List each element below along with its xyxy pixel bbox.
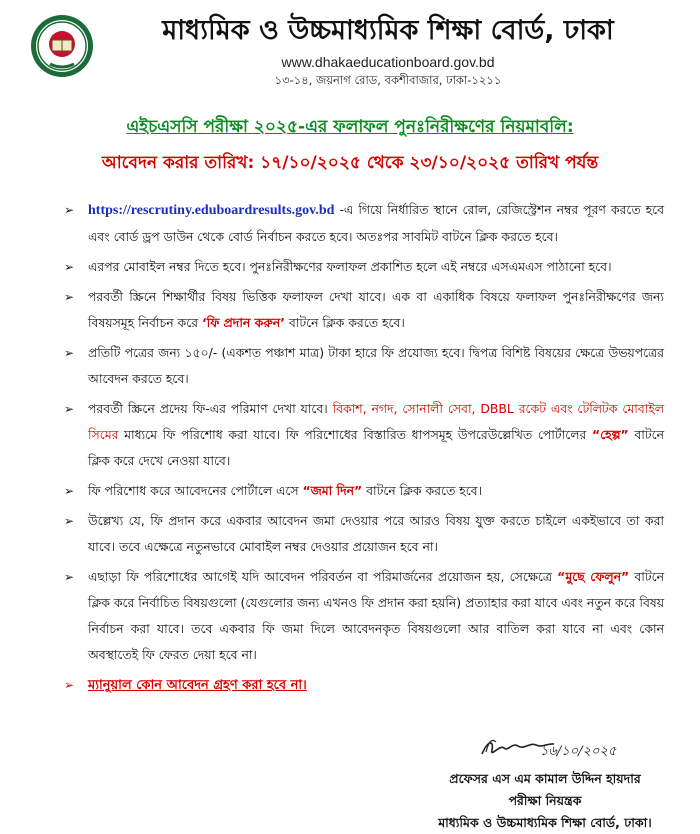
arrow-bullet-icon: ➢: [64, 260, 75, 274]
item-text: এছাড়া ফি পরিশোধের আগেই যদি আবেদন পরিবর্তন বা পরিমার্জনের প্রয়োজন হয়, সেক্ষেত্রে: [88, 569, 558, 584]
item-text: এরপর মোবাইল নম্বর দিতে হবে। পুনঃনিরীক্ষণের ফলাফল প্রকাশিত হলে এই নম্বরে এসএমএস পাঠানো হবে।: [88, 259, 612, 274]
list-item: [64, 396, 664, 474]
signatory-organization: মাধ্যমিক ও উচ্চমাধ্যমিক শিক্ষা বোর্ড, ঢাকা।: [438, 815, 652, 830]
rules-list: [64, 197, 664, 703]
board-seal-icon: [30, 14, 94, 78]
list-item: [64, 508, 664, 560]
manual-application-notice: ম্যানুয়াল কোন আবেদন গ্রহণ করা হবে না।: [88, 678, 307, 693]
item-text: উল্লেখ্য যে, ফি প্রদান করে একবার আবেদন জমা দেওয়ার পরে আরও বিষয় যুক্ত করতে চাইলে একইভাবে তা করা যাবে। তবে এক্ষেত্রে নতুনভাবে মোবাইল নম্বর দেওয়ার প্রয়োজন হবে না।: [88, 513, 664, 554]
item-text: -এ গিয়ে নির্ধারিত স্থানে রোল, রেজিস্ট্রেশন নম্বর পূরণ করতে হবে এবং বোর্ড ড্রপ ডাউন থেকে বোর্ড নির্বাচন করতে হবে। অতঃপর সাবমিট বাটনে ক্লিক করতে হবে।: [88, 202, 664, 244]
arrow-bullet-icon: ➢: [64, 484, 75, 498]
arrow-bullet-icon: ➢: [64, 290, 75, 304]
delete-button-label: “মুছে ফেলুন”: [557, 569, 630, 584]
help-button-label: “হেল্প”: [591, 427, 629, 442]
list-item: [64, 564, 664, 668]
list-item: [64, 340, 664, 392]
list-item: [64, 254, 664, 280]
arrow-bullet-icon: ➢: [64, 402, 75, 416]
list-item: [64, 672, 664, 699]
board-name: মাধ্যমিক ও উচ্চমাধ্যমিক শিক্ষা বোর্ড, ঢাকা: [162, 15, 614, 46]
item-text: বাটনে ক্লিক করতে হবে।: [284, 315, 405, 330]
item-text: ফি পরিশোধ করে আবেদনের পোর্টালে এসে: [88, 483, 303, 498]
signatory-block: [400, 768, 690, 834]
item-text: বাটনে ক্লিক করে দেখে নেওয়া যাবে।: [88, 427, 664, 468]
signatory-designation: পরীক্ষা নিয়ন্ত্রক: [508, 793, 582, 808]
item-text: পরবর্তী স্ক্রিনে শিক্ষার্থীর বিষয় ভিত্তিক ফলাফল দেখা যাবে। এক বা একাধিক বিষয়ে ফলাফল পুনঃনিরীক্ষণের জন্য বিষয়সমূহ নির্বাচন করে: [88, 289, 664, 330]
submit-button-label: “জমা দিন”: [302, 483, 363, 498]
item-text: পরবর্তী স্ক্রিনে প্রদেয় ফি-এর পরিমাণ দেখা যাবে।: [88, 401, 333, 416]
arrow-bullet-icon: ➢: [64, 203, 75, 217]
application-date-line: আবেদন করার তারিখ: ১৭/১০/২০২৫ থেকে ২৩/১০/২০২৫ তারিখ পর্যন্ত: [101, 153, 599, 173]
signature-date: ১৬/১০/২০২৫: [540, 744, 617, 759]
list-item: [64, 478, 664, 504]
website-url: www.dhakaeducationboard.gov.bd: [281, 54, 495, 70]
arrow-bullet-icon: ➢: [64, 678, 75, 692]
item-text: বাটনে ক্লিক করতে হবে।: [362, 483, 482, 498]
signatory-name: প্রফেসর এস এম কামাল উদ্দিন হায়দার: [449, 771, 641, 786]
arrow-bullet-icon: ➢: [64, 514, 75, 528]
board-address: ১৩-১৪, জয়নাগ রোড, বকশীবাজার, ঢাকা-১২১১: [274, 73, 502, 87]
list-item: [64, 197, 664, 250]
fee-payment-button-label: ‘ফি প্রদান করুন’: [201, 315, 285, 330]
item-text: বাটনে ক্লিক করে নির্বাচিত বিষয়গুলো (যেগুলোর জন্য এখনও ফি প্রদান করা হয়নি) প্রত্যাহার করা যাবে এবং নতুন করে বিষয় নির্বাচন করা যাবে। তবে একবার ফি জমা দিলে আবেদনকৃত বিষয়গুলো আর বাতিল করা যাবে না এবং কোন অবস্থাতেই ফি ফেরত দেয়া হবে না।: [88, 569, 664, 662]
list-item: [64, 284, 664, 336]
payment-methods: বিকাশ, নগদ, সোনালী সেবা, DBBL রকেট এবং টেলিটক মোবাইল সিমের: [88, 401, 664, 442]
item-text: মাধ্যমে ফি পরিশোধ করা যাবে। ফি পরিশোধের বিস্তারিত ধাপসমূহ উপরেউল্লেখিত পোর্টালের: [118, 427, 592, 442]
arrow-bullet-icon: ➢: [64, 346, 75, 360]
arrow-bullet-icon: ➢: [64, 570, 75, 584]
item-text: প্রতিটি পত্রের জন্য ১৫০/- (একশত পঞ্চাশ মাত্র) টাকা হারে ফি প্রযোজ্য হবে। দ্বিপত্র বিশিষ্ট বিষয়ের ক্ষেত্রে উভয়পত্রের আবেদন করতে হবে।: [88, 345, 664, 386]
notice-title: এইচএসসি পরীক্ষা ২০২৫-এর ফলাফল পুনঃনিরীক্ষণের নিয়মাবলি:: [126, 117, 574, 137]
rescrutiny-link[interactable]: https://rescrutiny.eduboardresults.gov.bd: [88, 203, 335, 218]
